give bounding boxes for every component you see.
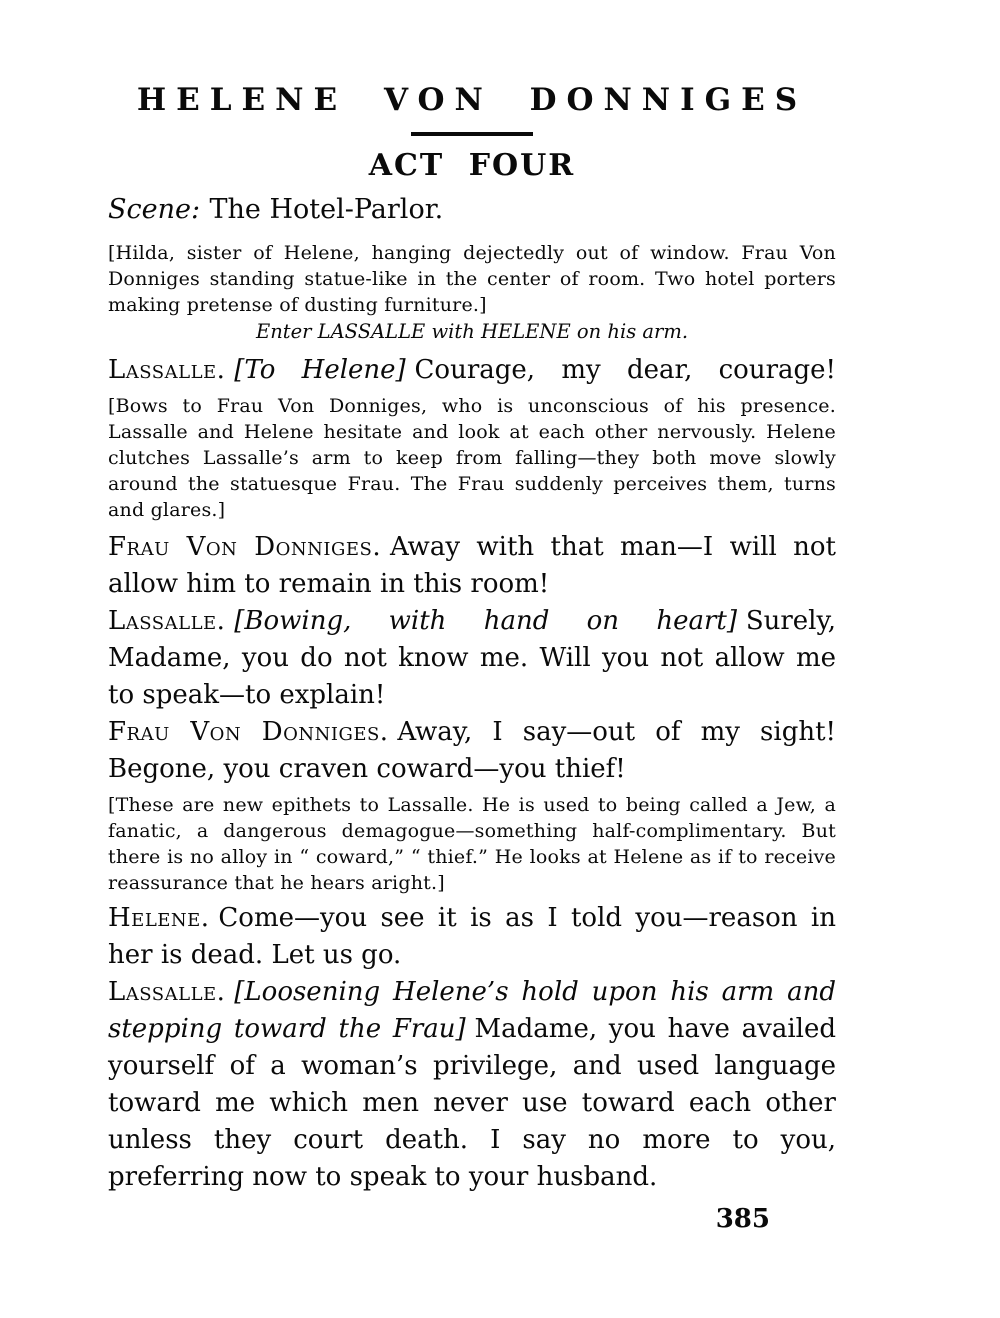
speaker-name: Lassalle.	[108, 977, 226, 1007]
page-number: 385	[715, 1204, 770, 1234]
title-divider-rule	[411, 132, 533, 136]
speaker-name: Lassalle.	[108, 606, 226, 636]
dialogue-text: Away, I say—out of my sight! Begone, you craven coward—you thief!	[108, 717, 836, 784]
speaker-name: Helene.	[108, 903, 210, 933]
dialogue-text: Come—you see it is as I told you—reason in her is dead. Let us go.	[108, 903, 836, 970]
book-page	[108, 0, 836, 1236]
page-title: HELENE VON DONNIGES	[136, 82, 808, 118]
speaker-name: Frau Von Donniges.	[108, 532, 382, 562]
dialogue-text: Madame, you have availed yourself of a woman’s privilege, and used language toward me which men never use toward each other unless they court death. I say no more to you, preferring now to speak to your husband.	[108, 1014, 836, 1192]
scene-text: The Hotel-Parlor.	[209, 194, 444, 225]
dialogue-text: Courage, my dear, courage!	[414, 355, 836, 385]
inline-stage-direction: [To Helene]	[234, 355, 406, 385]
stage-direction-bows: [Bows to Frau Von Donniges, who is unconscious of his presence. Lassalle and Helene hesitate and look at each other nervously. Helene clutches Lassalle’s arm to keep from falling—they both move slowly around the statuesque Frau. The Frau suddenly perceives them, turns and glares.]	[108, 395, 836, 521]
inline-stage-direction: [Loosening Helene’s hold upon his arm and stepping toward the Frau]	[108, 977, 836, 1044]
dialogue-line	[108, 529, 836, 603]
stage-direction-enter: Enter LASSALLE with HELENE on his arm.	[255, 320, 689, 343]
dialogue-line	[108, 900, 836, 974]
speaker-name: Lassalle.	[108, 355, 226, 385]
dialogue-line	[108, 974, 836, 1196]
dialogue-line	[108, 603, 836, 714]
dialogue-line	[108, 714, 836, 788]
scene-label: Scene:	[108, 194, 201, 225]
speaker-name: Frau Von Donniges.	[108, 717, 389, 747]
inline-stage-direction: [Bowing, with hand on heart]	[234, 606, 737, 636]
stage-direction-opening: [Hilda, sister of Helene, hanging dejectedly out of window. Frau Von Donniges standing statue-like in the center of room. Two hotel porters making pretense of dusting furniture.]	[108, 242, 836, 316]
dialogue-text: Surely, Madame, you do not know me. Will you not allow me to speak—to explain!	[108, 606, 836, 710]
stage-direction-epithets: [These are new epithets to Lassalle. He is used to being called a Jew, a fanatic, a dangerous demagogue—something half-complimentary. But there is no alloy in “ coward,” “ thief.” He looks at Helene as if to receive reassurance that he hears aright.]	[108, 794, 836, 894]
dialogue-line	[108, 352, 836, 389]
scene-line	[108, 192, 836, 228]
act-heading: ACT FOUR	[368, 148, 576, 183]
dialogue-text: Away with that man—I will not allow him to remain in this room!	[108, 532, 836, 599]
